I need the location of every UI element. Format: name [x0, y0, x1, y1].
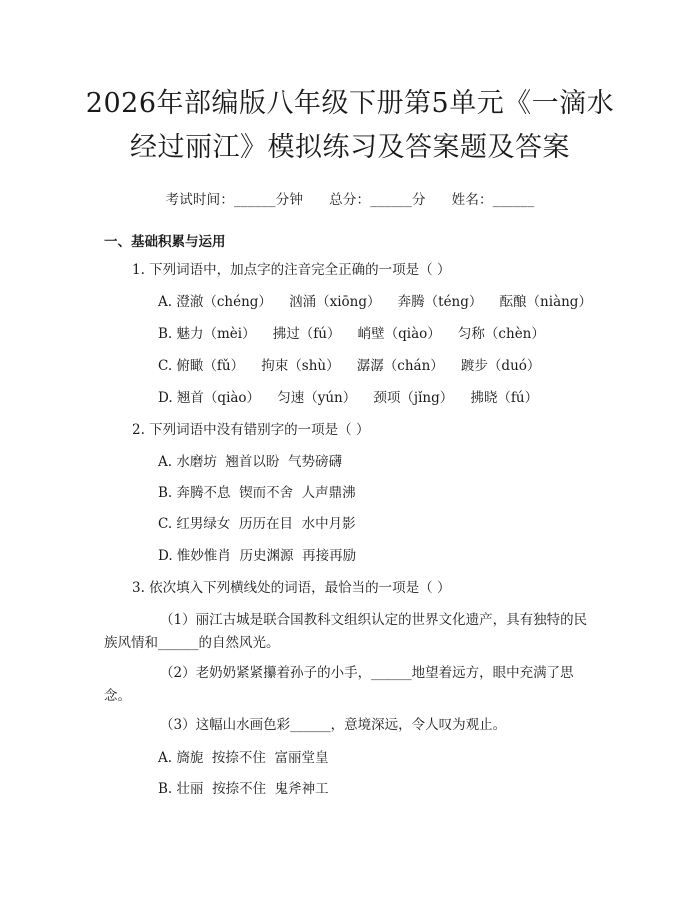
question-1-stem: 1. 下列词语中，加点字的注音完全正确的一项是（ ）: [132, 262, 451, 278]
question-2-option-b: B. 奔腾不息 锲而不舍 人声鼎沸: [158, 485, 356, 501]
question-1-option-c: C. 俯瞰（fǔ） 拘束（shù） 潺潺（chán） 踱步（duó）: [158, 358, 541, 374]
question-1-option-b: B. 魅力（mèi） 拂过（fú） 峭壁（qiào） 匀称（chèn）: [158, 326, 545, 342]
question-3-option-b: B. 壮丽 按捺不住 鬼斧神工: [158, 781, 329, 797]
title-line-2: 经过丽江》模拟练习及答案题及答案: [130, 132, 570, 163]
question-2-option-a: A. 水磨坊 翘首以盼 气势磅礴: [158, 454, 342, 470]
title-line-1: 2026年部编版八年级下册第5单元《一滴水: [85, 88, 615, 119]
question-1-option-d: D. 翘首（qiào） 匀速（yún） 颈项（jǐng） 拂晓（fú）: [158, 390, 539, 406]
document-title: [0, 0, 700, 170]
question-2-option-c: C. 红男绿女 历历在目 水中月影: [158, 516, 356, 532]
question-2-stem: 2. 下列词语中没有错别字的一项是（ ）: [132, 422, 370, 438]
question-3-sentence-3: （3）这幅山水画色彩______，意境深远，令人叹为观止。: [160, 717, 507, 733]
student-name-field: 姓名：______: [451, 192, 535, 208]
total-score-field: 总分：______分: [329, 192, 426, 208]
question-3-stem: 3. 依次填入下列横线处的词语，最恰当的一项是（ ）: [132, 580, 451, 596]
exam-time-field: 考试时间：______分钟: [165, 192, 304, 208]
question-1-option-a: A. 澄澈（chéng） 汹涌（xiōng） 奔腾（téng） 酝酿（niàng）: [158, 294, 592, 310]
question-3-sentence-1: （1）丽江古城是联合国教科文组织认定的世界文化遗产，具有独特的民族风情和______的自然风光。: [104, 612, 588, 651]
question-3-sentence-2: （2）老奶奶紧紧攥着孙子的小手，______地望着远方，眼中充满了思念。: [104, 665, 574, 704]
section-heading-basics: 一、基础积累与运用: [104, 234, 226, 250]
question-3-option-a: A. 旖旎 按捺不住 富丽堂皇: [158, 750, 329, 766]
question-2-option-d: D. 惟妙惟肖 历史渊源 再接再励: [158, 548, 357, 564]
exam-meta-line: [0, 188, 700, 208]
